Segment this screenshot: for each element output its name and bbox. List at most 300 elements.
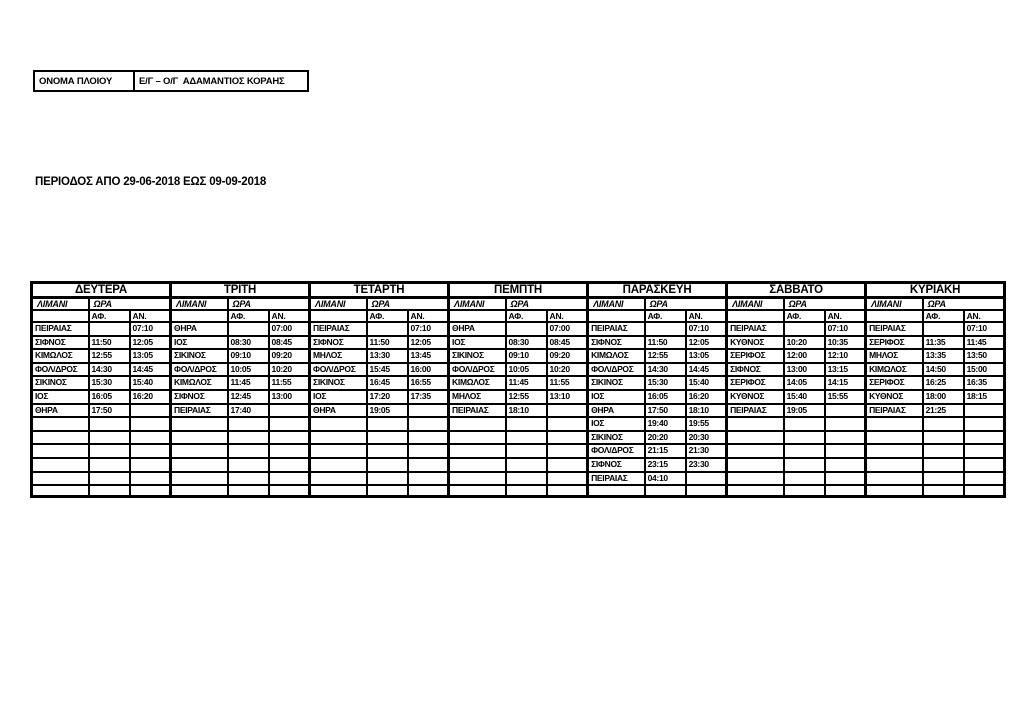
port-cell (310, 444, 367, 458)
arrival-cell (923, 322, 964, 336)
departure-cell: 11:55 (269, 376, 310, 390)
arrival-cell: 15:40 (784, 390, 825, 404)
port-cell: ΙΟΣ (171, 336, 228, 350)
schedule-row (32, 336, 1005, 350)
arrival-cell: 17:20 (367, 390, 408, 404)
departure-cell (130, 458, 171, 472)
schedule-row (32, 444, 1005, 458)
departure-cell (825, 417, 866, 431)
departure-cell (130, 444, 171, 458)
arrival-cell: 10:05 (228, 363, 269, 377)
port-cell: ΚΙΜΩΛΟΣ (171, 376, 228, 390)
departure-cell: 07:00 (547, 322, 588, 336)
departure-cell: 20:30 (686, 431, 727, 445)
departure-cell: 15:40 (686, 376, 727, 390)
port-cell: ΚΥΘΝΟΣ (866, 390, 923, 404)
departure-cell: 13:45 (408, 349, 449, 363)
departure-cell (130, 431, 171, 445)
schedule-row (32, 363, 1005, 377)
port-cell (727, 485, 784, 497)
port-cell: ΠΕΙΡΑΙΑΣ (866, 404, 923, 418)
port-cell: ΘΗΡΑ (171, 322, 228, 336)
port-cell (866, 485, 923, 497)
arrival-cell (506, 431, 547, 445)
port-cell (727, 472, 784, 486)
port-cell (449, 417, 506, 431)
departure-cell (547, 444, 588, 458)
port-cell (32, 444, 89, 458)
arrival-cell (228, 417, 269, 431)
port-cell: ΣΙΚΙΝΟΣ (588, 376, 645, 390)
arrival-cell (228, 322, 269, 336)
departure-cell (686, 485, 727, 497)
departure-cell: 14:45 (686, 363, 727, 377)
port-cell: ΦΟΛ/ΔΡΟΣ (32, 363, 89, 377)
port-cell: ΜΗΛΟΣ (449, 390, 506, 404)
port-cell (866, 444, 923, 458)
port-cell (171, 417, 228, 431)
arrival-header: ΑΦ. (228, 310, 269, 322)
departure-cell: 12:05 (408, 336, 449, 350)
departure-cell (964, 472, 1005, 486)
arrival-cell (784, 485, 825, 497)
departure-cell (547, 431, 588, 445)
arrival-cell: 16:05 (89, 390, 130, 404)
arrival-header: ΑΦ. (645, 310, 686, 322)
day-header-row (32, 283, 1005, 298)
arrival-cell: 08:30 (228, 336, 269, 350)
arrival-cell: 11:45 (228, 376, 269, 390)
period-text: ΠΕΡΙΟΔΟΣ ΑΠΟ 29-06-2018 ΕΩΣ 09-09-2018 (35, 176, 267, 188)
arrival-cell (89, 417, 130, 431)
arrival-cell: 19:40 (645, 417, 686, 431)
day-header-4: ΠΑΡΑΣΚΕΥΗ (588, 283, 727, 298)
arrival-cell (923, 485, 964, 497)
port-cell (866, 417, 923, 431)
port-cell (171, 485, 228, 497)
arrival-cell: 10:20 (784, 336, 825, 350)
arrival-cell: 21:25 (923, 404, 964, 418)
arrival-cell (923, 444, 964, 458)
arrival-cell (506, 458, 547, 472)
arrival-cell: 11:50 (367, 336, 408, 350)
arrival-cell: 17:40 (228, 404, 269, 418)
departure-cell: 12:05 (686, 336, 727, 350)
departure-cell (408, 458, 449, 472)
port-cell (310, 458, 367, 472)
departure-cell: 13:00 (269, 390, 310, 404)
port-cell: ΦΟΛ/ΔΡΟΣ (171, 363, 228, 377)
departure-cell (825, 485, 866, 497)
port-column-header: ΛΙΜΑΝΙ (171, 298, 228, 311)
departure-cell: 16:55 (408, 376, 449, 390)
arrival-cell (923, 417, 964, 431)
arrival-cell: 23:15 (645, 458, 686, 472)
empty-header-cell (588, 310, 645, 322)
departure-cell (964, 417, 1005, 431)
day-header-6: ΚΥΡΙΑΚΗ (866, 283, 1005, 298)
schedule-row (32, 376, 1005, 390)
arrival-cell: 10:05 (506, 363, 547, 377)
port-cell (449, 472, 506, 486)
port-cell (171, 472, 228, 486)
port-cell: ΠΕΙΡΑΙΑΣ (727, 322, 784, 336)
departure-cell (547, 458, 588, 472)
port-cell (727, 458, 784, 472)
port-cell: ΣΙΚΙΝΟΣ (588, 431, 645, 445)
port-cell (310, 417, 367, 431)
departure-cell: 09:20 (269, 349, 310, 363)
arrival-cell (89, 485, 130, 497)
arrival-cell: 14:05 (784, 376, 825, 390)
departure-cell (825, 444, 866, 458)
port-cell (171, 458, 228, 472)
time-column-header: ΩΡΑ (367, 298, 449, 311)
departure-cell: 15:55 (825, 390, 866, 404)
departure-cell (408, 417, 449, 431)
port-column-header: ΛΙΜΑΝΙ (727, 298, 784, 311)
time-column-header: ΩΡΑ (784, 298, 866, 311)
day-header-2: ΤΕΤΑΡΤΗ (310, 283, 449, 298)
arrival-cell: 13:00 (784, 363, 825, 377)
departure-header: ΑΝ. (825, 310, 866, 322)
arrival-header: ΑΦ. (506, 310, 547, 322)
empty-header-cell (866, 310, 923, 322)
departure-header: ΑΝ. (130, 310, 171, 322)
arrival-cell (367, 417, 408, 431)
arrival-cell (89, 458, 130, 472)
port-cell (449, 458, 506, 472)
port-cell (32, 458, 89, 472)
departure-cell: 12:05 (130, 336, 171, 350)
departure-cell (825, 404, 866, 418)
port-cell: ΣΙΦΝΟΣ (310, 336, 367, 350)
departure-cell (547, 485, 588, 497)
empty-header-cell (32, 310, 89, 322)
arrival-header: ΑΦ. (367, 310, 408, 322)
arrival-cell: 12:55 (89, 349, 130, 363)
port-cell (727, 431, 784, 445)
port-cell: ΣΕΡΙΦΟΣ (727, 349, 784, 363)
arrival-cell (784, 444, 825, 458)
port-cell (866, 472, 923, 486)
arrival-cell: 15:30 (89, 376, 130, 390)
departure-cell: 10:20 (269, 363, 310, 377)
departure-cell: 13:05 (130, 349, 171, 363)
arrival-cell (367, 458, 408, 472)
day-header-3: ΠΕΜΠΤΗ (449, 283, 588, 298)
ship-name-value: Ε/Γ – Ο/Γ ΑΔΑΜΑΝΤΙΟΣ ΚΟΡΑΗΣ (139, 75, 285, 87)
departure-cell (408, 444, 449, 458)
departure-cell (547, 404, 588, 418)
port-cell: ΣΕΡΙΦΟΣ (866, 336, 923, 350)
port-cell: ΠΕΙΡΑΙΑΣ (310, 322, 367, 336)
departure-cell: 16:20 (686, 390, 727, 404)
departure-cell (825, 431, 866, 445)
schedule-table (30, 281, 1006, 498)
schedule-row (32, 417, 1005, 431)
arrival-cell (367, 485, 408, 497)
departure-cell (269, 444, 310, 458)
departure-cell (269, 417, 310, 431)
arrival-cell (506, 444, 547, 458)
arrival-cell (506, 322, 547, 336)
port-cell: ΘΗΡΑ (32, 404, 89, 418)
arrival-cell: 13:35 (923, 349, 964, 363)
departure-cell: 09:20 (547, 349, 588, 363)
arrival-cell (784, 472, 825, 486)
arrival-cell: 11:35 (923, 336, 964, 350)
departure-cell: 16:35 (964, 376, 1005, 390)
departure-cell: 14:45 (130, 363, 171, 377)
empty-header-cell (310, 310, 367, 322)
arrival-cell (367, 431, 408, 445)
arrival-cell (367, 322, 408, 336)
arrival-header: ΑΦ. (89, 310, 130, 322)
port-cell: ΠΕΙΡΑΙΑΣ (588, 322, 645, 336)
port-cell: ΣΙΚΙΝΟΣ (32, 376, 89, 390)
departure-cell (269, 458, 310, 472)
time-column-header: ΩΡΑ (228, 298, 310, 311)
port-cell: ΙΟΣ (588, 417, 645, 431)
arrival-cell (89, 431, 130, 445)
time-column-header: ΩΡΑ (645, 298, 727, 311)
departure-cell: 13:15 (825, 363, 866, 377)
arrival-cell (784, 417, 825, 431)
empty-header-cell (449, 310, 506, 322)
arrival-cell (89, 472, 130, 486)
port-column-header: ΛΙΜΑΝΙ (588, 298, 645, 311)
departure-cell (408, 404, 449, 418)
day-header-1: ΤΡΙΤΗ (171, 283, 310, 298)
arrival-cell (506, 472, 547, 486)
departure-cell (130, 417, 171, 431)
arrival-cell: 18:10 (506, 404, 547, 418)
port-cell (866, 458, 923, 472)
arrival-header: ΑΦ. (784, 310, 825, 322)
departure-cell: 21:30 (686, 444, 727, 458)
arrival-header: ΑΦ. (923, 310, 964, 322)
port-cell: ΙΟΣ (310, 390, 367, 404)
port-cell: ΚΥΘΝΟΣ (727, 390, 784, 404)
port-cell: ΙΟΣ (32, 390, 89, 404)
departure-cell (547, 417, 588, 431)
departure-cell (269, 404, 310, 418)
port-cell: ΦΟΛ/ΔΡΟΣ (449, 363, 506, 377)
arrival-cell (228, 472, 269, 486)
arrival-cell (645, 485, 686, 497)
departure-header: ΑΝ. (964, 310, 1005, 322)
departure-cell: 07:00 (269, 322, 310, 336)
arrival-departure-header-row (32, 310, 1005, 322)
port-cell: ΣΙΚΙΝΟΣ (310, 376, 367, 390)
departure-cell: 08:45 (547, 336, 588, 350)
port-cell: ΘΗΡΑ (449, 322, 506, 336)
port-cell: ΙΟΣ (449, 336, 506, 350)
departure-cell: 16:20 (130, 390, 171, 404)
port-cell: ΣΙΦΝΟΣ (727, 363, 784, 377)
departure-cell (130, 485, 171, 497)
departure-cell: 08:45 (269, 336, 310, 350)
port-cell (588, 485, 645, 497)
arrival-cell (228, 485, 269, 497)
departure-cell: 13:10 (547, 390, 588, 404)
departure-cell: 23:30 (686, 458, 727, 472)
arrival-cell: 16:25 (923, 376, 964, 390)
arrival-cell (923, 458, 964, 472)
arrival-cell (784, 431, 825, 445)
arrival-cell: 19:05 (367, 404, 408, 418)
schedule-row (32, 458, 1005, 472)
arrival-cell: 17:50 (645, 404, 686, 418)
departure-cell: 10:20 (547, 363, 588, 377)
departure-cell (686, 472, 727, 486)
port-cell: ΚΥΘΝΟΣ (727, 336, 784, 350)
arrival-cell (645, 322, 686, 336)
departure-cell: 12:10 (825, 349, 866, 363)
departure-cell (269, 431, 310, 445)
port-cell (310, 472, 367, 486)
ship-name-label: ΟΝΟΜΑ ΠΛΟΙΟΥ (35, 72, 135, 90)
arrival-cell: 11:50 (89, 336, 130, 350)
schedule-row (32, 472, 1005, 486)
schedule-row (32, 322, 1005, 336)
port-cell (449, 485, 506, 497)
column-header-row (32, 298, 1005, 311)
port-cell (32, 485, 89, 497)
schedule-row (32, 390, 1005, 404)
time-column-header: ΩΡΑ (89, 298, 171, 311)
port-cell: ΠΕΙΡΑΙΑΣ (171, 404, 228, 418)
port-cell: ΣΙΦΝΟΣ (171, 390, 228, 404)
departure-cell (547, 472, 588, 486)
port-cell (866, 431, 923, 445)
port-cell (449, 444, 506, 458)
arrival-cell: 18:00 (923, 390, 964, 404)
port-column-header: ΛΙΜΑΝΙ (449, 298, 506, 311)
arrival-cell (228, 458, 269, 472)
arrival-cell: 20:20 (645, 431, 686, 445)
port-cell (727, 417, 784, 431)
departure-header: ΑΝ. (547, 310, 588, 322)
departure-cell (408, 472, 449, 486)
port-cell: ΠΕΙΡΑΙΑΣ (588, 472, 645, 486)
port-cell (171, 444, 228, 458)
departure-cell: 11:45 (964, 336, 1005, 350)
port-cell (310, 431, 367, 445)
departure-cell (408, 431, 449, 445)
port-cell: ΠΕΙΡΑΙΑΣ (727, 404, 784, 418)
port-cell: ΜΗΛΟΣ (310, 349, 367, 363)
arrival-cell: 16:45 (367, 376, 408, 390)
port-cell: ΦΟΛ/ΔΡΟΣ (588, 444, 645, 458)
arrival-cell: 19:05 (784, 404, 825, 418)
arrival-cell (89, 322, 130, 336)
departure-cell (964, 444, 1005, 458)
departure-cell: 13:05 (686, 349, 727, 363)
arrival-cell: 14:30 (645, 363, 686, 377)
departure-cell (269, 485, 310, 497)
departure-cell (964, 404, 1005, 418)
port-cell (171, 431, 228, 445)
departure-cell: 18:10 (686, 404, 727, 418)
departure-cell: 07:10 (964, 322, 1005, 336)
port-cell: ΘΗΡΑ (588, 404, 645, 418)
port-cell (32, 431, 89, 445)
departure-cell: 11:55 (547, 376, 588, 390)
empty-header-cell (171, 310, 228, 322)
port-cell: ΚΙΜΩΛΟΣ (588, 349, 645, 363)
arrival-cell (228, 431, 269, 445)
arrival-cell: 14:30 (89, 363, 130, 377)
port-cell: ΜΗΛΟΣ (866, 349, 923, 363)
departure-header: ΑΝ. (686, 310, 727, 322)
arrival-cell: 11:45 (506, 376, 547, 390)
port-cell: ΣΙΦΝΟΣ (588, 458, 645, 472)
arrival-cell: 13:30 (367, 349, 408, 363)
arrival-cell: 15:30 (645, 376, 686, 390)
port-column-header: ΛΙΜΑΝΙ (310, 298, 367, 311)
port-cell: ΣΙΚΙΝΟΣ (449, 349, 506, 363)
arrival-cell: 09:10 (506, 349, 547, 363)
departure-cell: 15:40 (130, 376, 171, 390)
port-cell (727, 444, 784, 458)
port-cell (32, 472, 89, 486)
port-cell: ΣΕΡΙΦΟΣ (866, 376, 923, 390)
departure-cell (130, 404, 171, 418)
day-header-0: ΔΕΥΤΕΡΑ (32, 283, 171, 298)
arrival-cell: 08:30 (506, 336, 547, 350)
departure-cell: 19:55 (686, 417, 727, 431)
arrival-cell (784, 322, 825, 336)
departure-cell: 17:35 (408, 390, 449, 404)
arrival-cell: 04:10 (645, 472, 686, 486)
time-column-header: ΩΡΑ (923, 298, 1005, 311)
port-cell (310, 485, 367, 497)
departure-cell (964, 485, 1005, 497)
port-column-header: ΛΙΜΑΝΙ (32, 298, 89, 311)
departure-cell (825, 472, 866, 486)
port-cell (449, 431, 506, 445)
departure-cell: 16:00 (408, 363, 449, 377)
departure-cell: 15:00 (964, 363, 1005, 377)
arrival-cell: 09:10 (228, 349, 269, 363)
departure-cell: 07:10 (825, 322, 866, 336)
arrival-cell: 12:55 (645, 349, 686, 363)
time-column-header: ΩΡΑ (506, 298, 588, 311)
arrival-cell (784, 458, 825, 472)
departure-cell: 07:10 (686, 322, 727, 336)
schedule-row (32, 485, 1005, 497)
departure-cell: 18:15 (964, 390, 1005, 404)
departure-cell (964, 458, 1005, 472)
departure-cell (825, 458, 866, 472)
ship-name-box (33, 70, 309, 92)
arrival-cell: 14:50 (923, 363, 964, 377)
port-cell: ΦΟΛ/ΔΡΟΣ (310, 363, 367, 377)
port-cell: ΣΙΚΙΝΟΣ (171, 349, 228, 363)
departure-cell (130, 472, 171, 486)
port-cell (32, 417, 89, 431)
port-cell: ΣΙΦΝΟΣ (588, 336, 645, 350)
port-cell: ΘΗΡΑ (310, 404, 367, 418)
arrival-cell: 12:00 (784, 349, 825, 363)
arrival-cell: 16:05 (645, 390, 686, 404)
arrival-cell (89, 444, 130, 458)
departure-header: ΑΝ. (408, 310, 449, 322)
departure-cell (408, 485, 449, 497)
port-cell: ΠΕΙΡΑΙΑΣ (866, 322, 923, 336)
